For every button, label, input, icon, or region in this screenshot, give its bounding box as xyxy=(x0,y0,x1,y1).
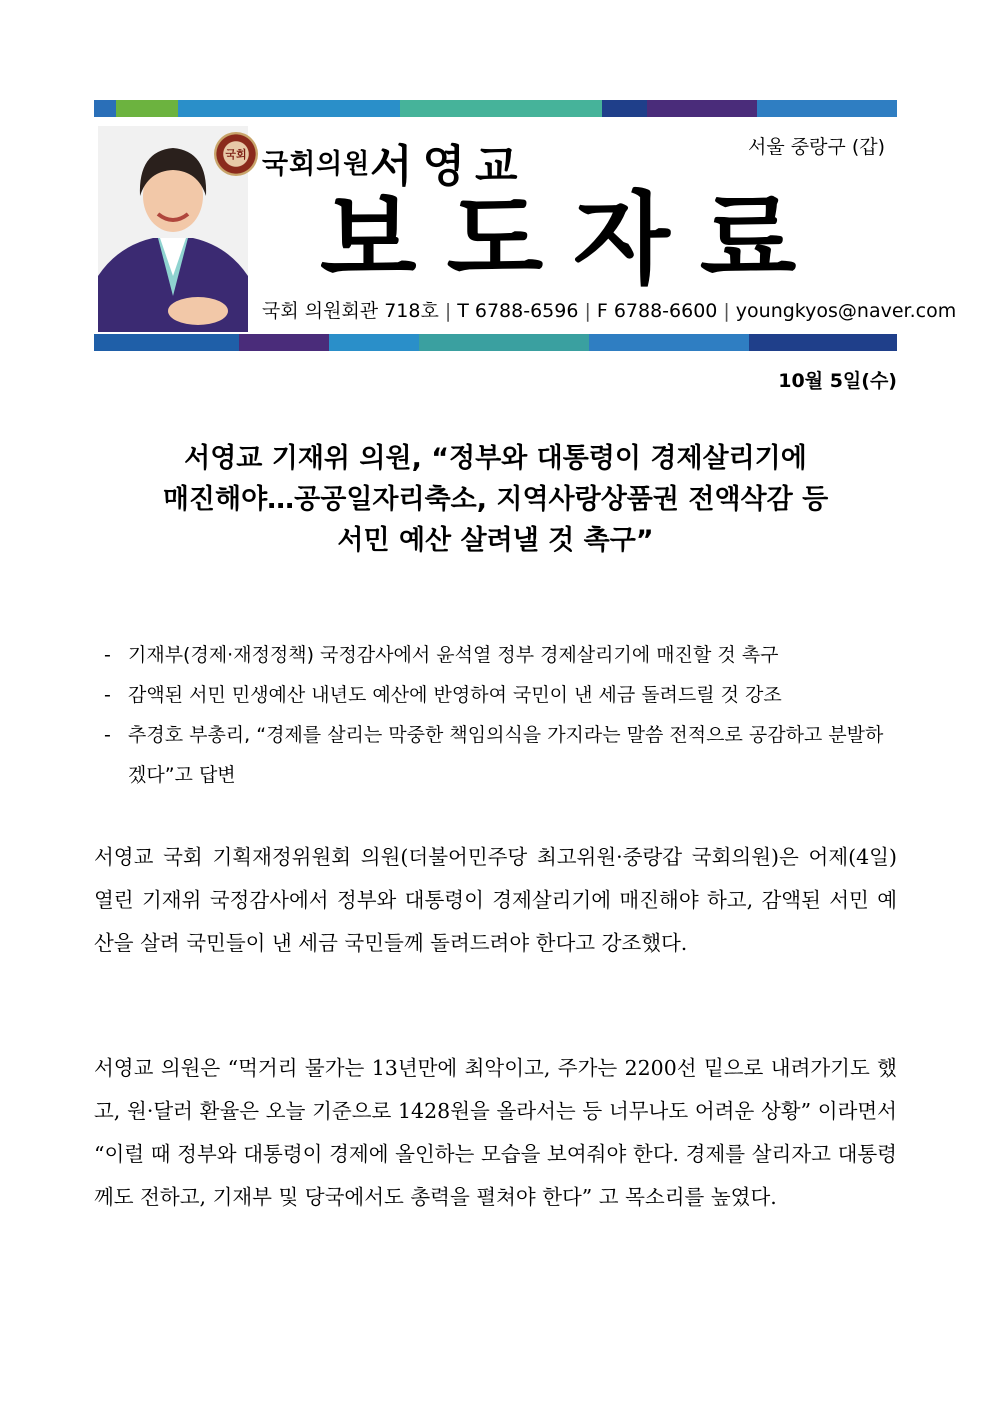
title-role: 국회의원 xyxy=(262,149,371,180)
body-paragraph: 서영교 국회 기획재정위원회 의원(더불어민주당 최고위원·중랑갑 국회의원)은 어제(4일) 열린 기재위 국정감사에서 정부와 대통령이 경제살리기에 매진해야 하고, 감액된 서민 예산을 살려 국민들이 낸 세금 국민들께 돌려드려야 한다고 강조했다. xyxy=(94,845,897,955)
bar-segment xyxy=(757,100,897,117)
bullet-text: 추경호 부총리, “경제를 살리는 막중한 책임의식을 가지라는 말씀 전적으로 공감하고 분발하겠다”고 답변 xyxy=(128,724,884,786)
seal-text: 국회 xyxy=(225,148,247,161)
bar-segment xyxy=(419,334,589,351)
bar-segment xyxy=(400,100,602,117)
separator: | xyxy=(444,300,452,322)
bar-segment xyxy=(239,334,329,351)
bar-segment xyxy=(178,100,400,117)
release-date: 10월 5일(수) xyxy=(778,370,897,392)
bar-segment xyxy=(94,334,239,351)
press-release-header xyxy=(94,100,957,351)
bar-segment xyxy=(329,334,419,351)
bar-segment xyxy=(116,100,178,117)
title-name: 서영교 xyxy=(370,141,528,192)
press-release-title: 보도자료 xyxy=(320,181,827,298)
separator: | xyxy=(723,300,730,322)
email-link[interactable]: youngkyos@naver.com xyxy=(735,300,957,322)
contact-line xyxy=(262,296,956,323)
bar-segment xyxy=(589,334,749,351)
header-color-bar-top xyxy=(94,100,897,117)
office-address: 국회 의원회관 718호 xyxy=(262,300,439,322)
fax: F 6788-6600 xyxy=(596,300,718,322)
bullet-text: 감액된 서민 민생예산 내년도 예산에 반영하여 국민이 낸 세금 돌려드릴 것 강조 xyxy=(128,684,782,706)
header-color-bar-bottom xyxy=(94,334,897,351)
phone: T 6788-6596 xyxy=(457,300,579,322)
headline-line: 서영교 기재위 의원, “정부와 대통령이 경제살리기에 xyxy=(184,443,807,474)
bullet-item xyxy=(104,675,904,715)
headline-line: 서민 예산 살려낼 것 촉구” xyxy=(337,525,654,556)
summary-bullets xyxy=(104,635,904,795)
district: 서울 중랑구 (갑) xyxy=(747,136,885,158)
headline xyxy=(94,438,897,561)
dash-marker: - xyxy=(104,644,111,666)
body-paragraph: 서영교 의원은 “먹거리 물가는 13년만에 최악이고, 주가는 2200선 밑으로 내려가기도 했고, 원·달러 환율은 오늘 기준으로 1428원을 올라서는 등 너무나도 어려운 상황” 이라면서 “이럴 때 정부와 대통령이 경제에 올인하는 모습을 보여줘야 한다. 경제를 살리자고 대통령께도 전하고, 기재부 및 당국에서도 총력을 펼쳐야 한다” 고 목소리를 높였다. xyxy=(94,1056,897,1209)
bar-segment xyxy=(94,100,116,117)
bar-segment xyxy=(602,100,647,117)
separator: | xyxy=(584,300,591,322)
dash-marker: - xyxy=(104,724,111,746)
national-assembly-seal xyxy=(214,132,258,176)
bullet-item xyxy=(104,715,904,795)
bullet-text: 기재부(경제·재정정책) 국정감사에서 윤석열 정부 경제살리기에 매진할 것 촉구 xyxy=(128,644,779,666)
headline-line: 매진해야…공공일자리축소, 지역사랑상품권 전액삭감 등 xyxy=(162,484,829,515)
bar-segment xyxy=(647,100,757,117)
bar-segment xyxy=(749,334,897,351)
bullet-item xyxy=(104,635,904,675)
dash-marker: - xyxy=(104,684,111,706)
